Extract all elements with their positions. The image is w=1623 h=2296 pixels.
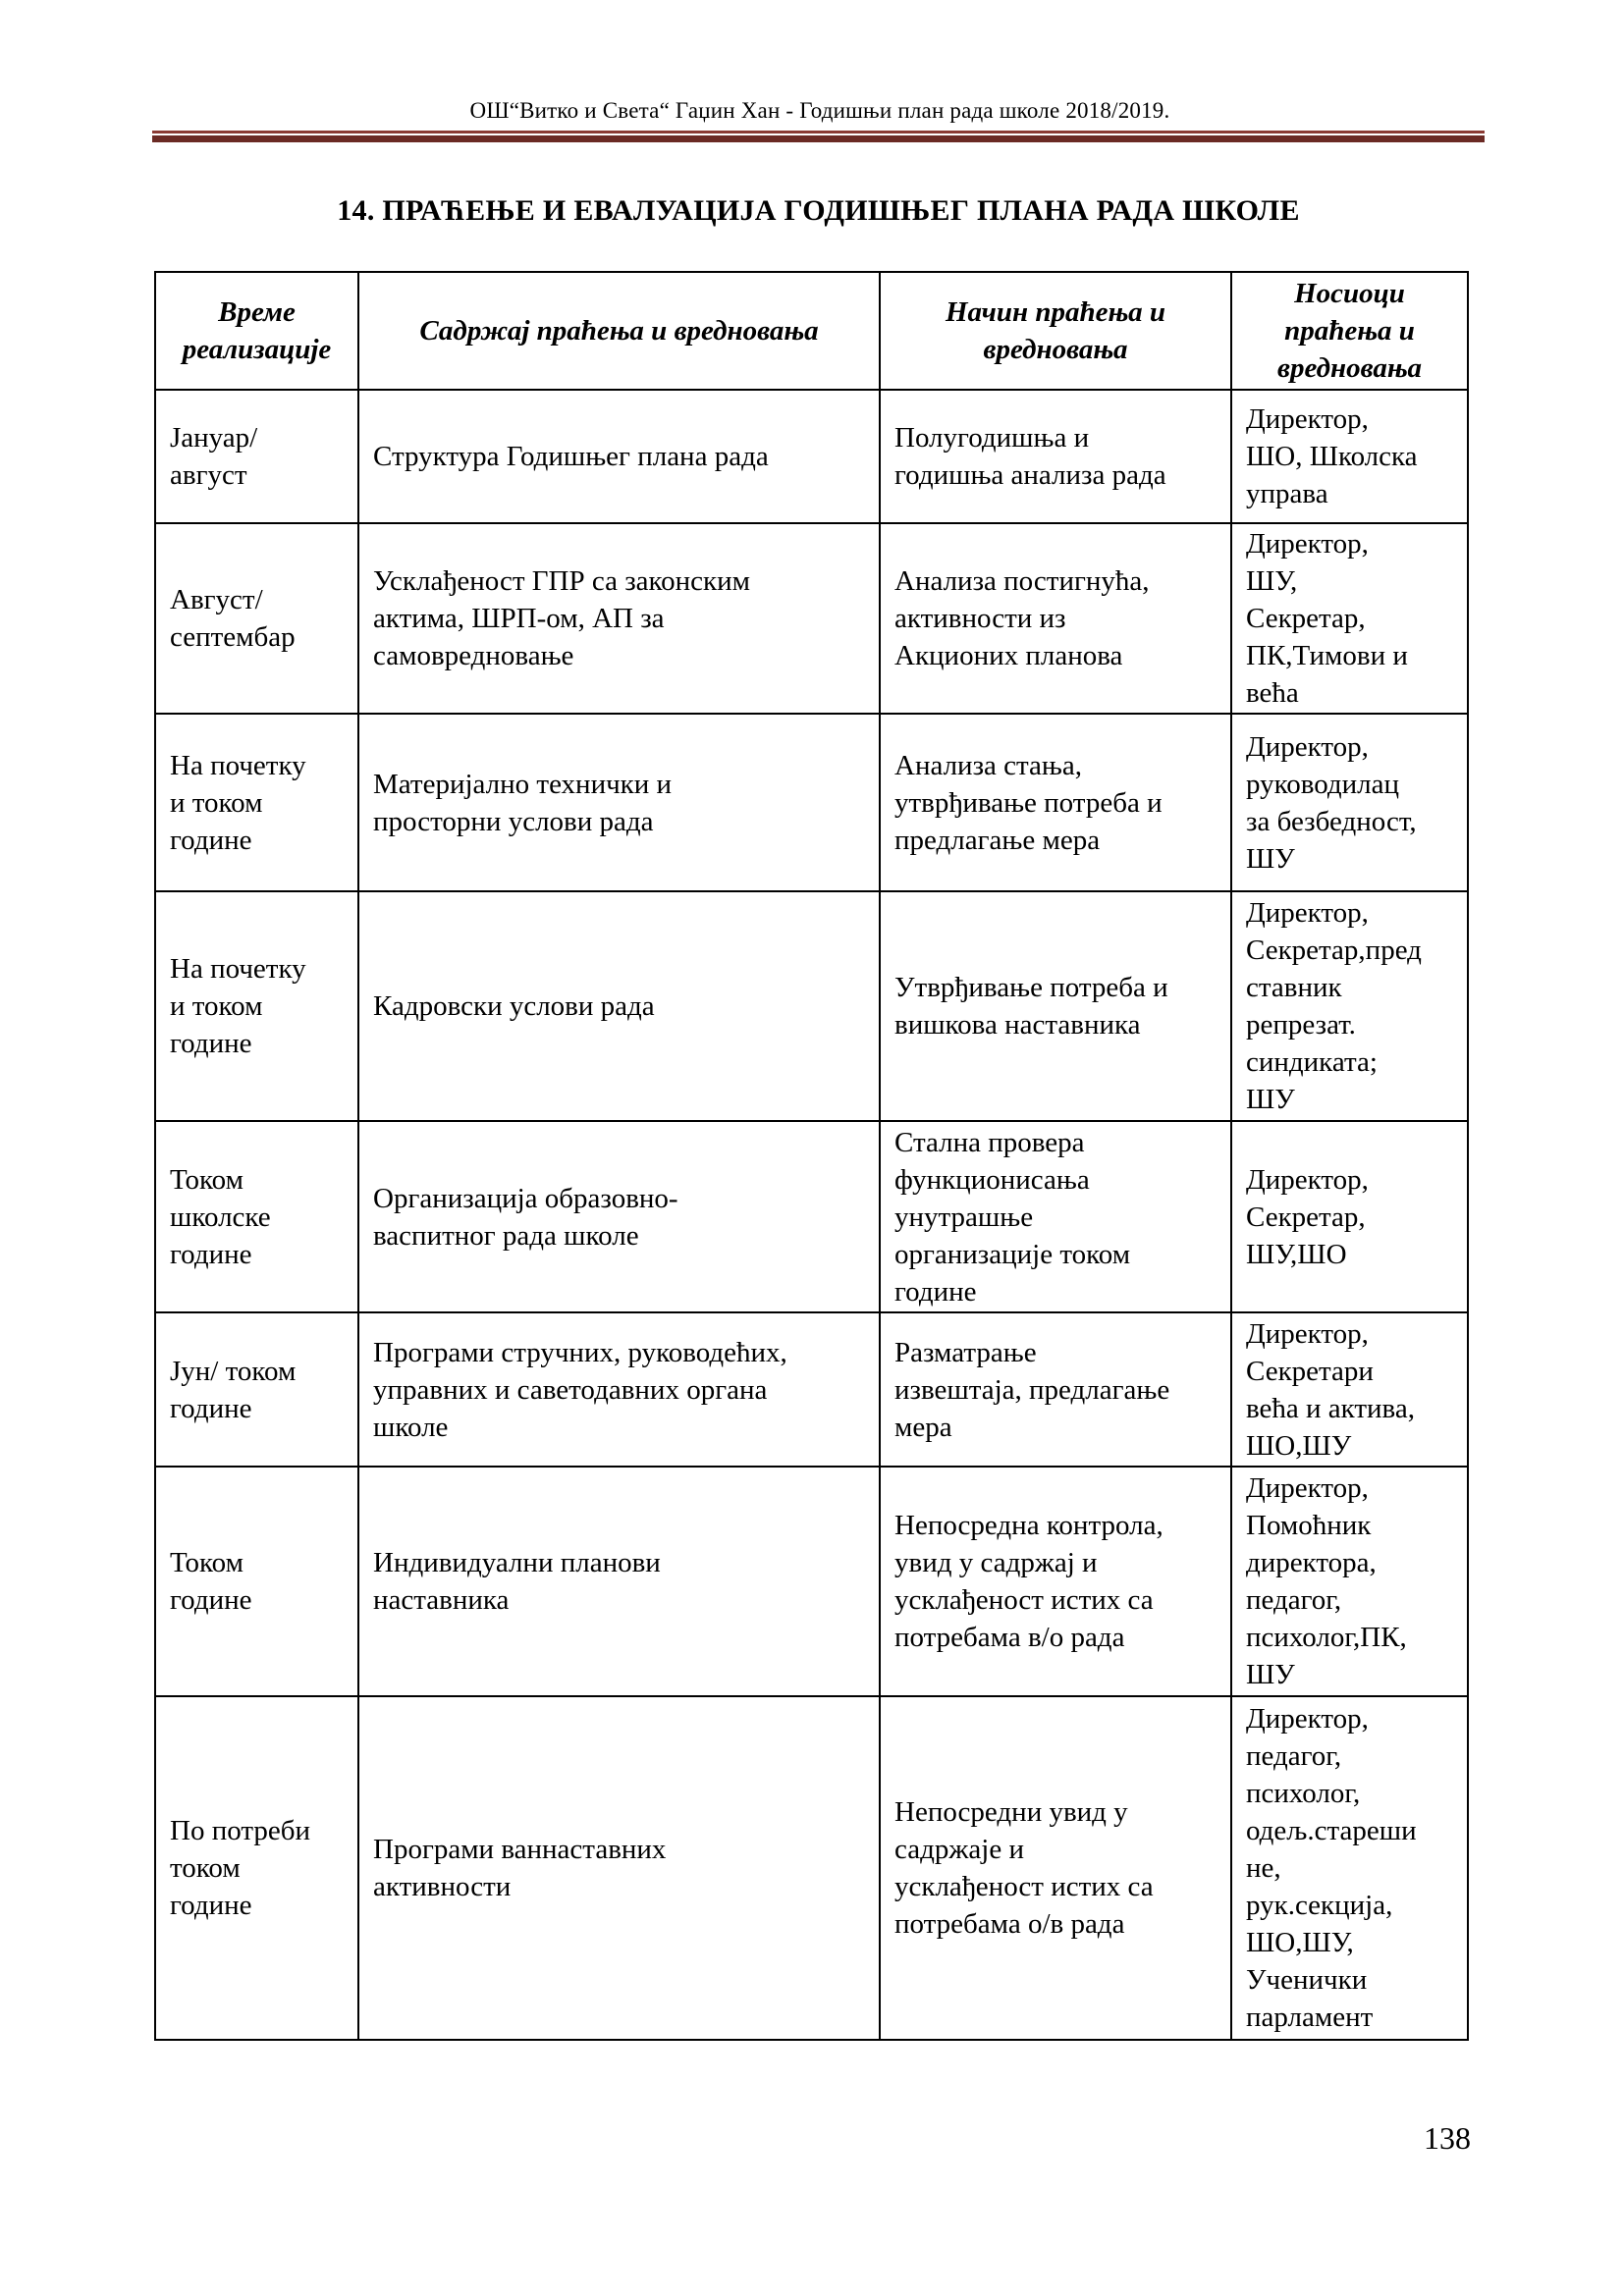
cell-method: Непосредни увид у садржаје и усклађеност истих са потребама о/в рада: [880, 1696, 1231, 2040]
table-row: [155, 891, 1468, 1121]
table-header-row: [155, 272, 1468, 390]
cell-method: Анализа постигнућа, активности из Акционих планова: [880, 523, 1231, 714]
cell-method: Разматрање извештаја, предлагање мера: [880, 1312, 1231, 1467]
header-rule: [152, 131, 1485, 133]
cell-content: Кадровски услови рада: [358, 891, 880, 1121]
cell-responsible: Директор, педагог, психолог, одељ.стареши не, рук.секција, ШО,ШУ, Ученички парламент: [1231, 1696, 1468, 2040]
cell-content: Структура Годишњег плана рада: [358, 390, 880, 523]
cell-time: Током школске године: [155, 1121, 358, 1312]
cell-method: Утврђивање потреба и вишкова наставника: [880, 891, 1231, 1121]
cell-responsible: Директор, Секретари већа и актива, ШО,ШУ: [1231, 1312, 1468, 1467]
cell-content: Програми стручних, руководећих, управних и саветодавних органа школе: [358, 1312, 880, 1467]
cell-method: Полугодишња и годишња анализа рада: [880, 390, 1231, 523]
cell-responsible: Директор, ШО, Школска управа: [1231, 390, 1468, 523]
header-rule-thick: [152, 135, 1485, 142]
table-row: [155, 1312, 1468, 1467]
cell-responsible: Директор, Помоћник директора, педагог, психолог,ПК, ШУ: [1231, 1467, 1468, 1696]
table-row: [155, 714, 1468, 891]
page-number: 138: [1424, 2120, 1471, 2156]
cell-responsible: Директор, Секретар, ШУ,ШО: [1231, 1121, 1468, 1312]
table-row: [155, 523, 1468, 714]
cell-responsible: Директор, Секретар,пред ставник репрезат. синдиката; ШУ: [1231, 891, 1468, 1121]
table-row: [155, 390, 1468, 523]
table-row: [155, 1121, 1468, 1312]
cell-time: На почетку и током године: [155, 891, 358, 1121]
cell-content: Организација образовно- васпитног рада школе: [358, 1121, 880, 1312]
cell-time: По потреби током године: [155, 1696, 358, 2040]
table-row: [155, 1467, 1468, 1696]
cell-method: Стална провера функционисања унутрашње организације током године: [880, 1121, 1231, 1312]
cell-time: Током године: [155, 1467, 358, 1696]
header-method: Начин праћења и вредновања: [880, 272, 1231, 390]
cell-content: Индивидуални планови наставника: [358, 1467, 880, 1696]
cell-content: Усклађеност ГПР са законским актима, ШРП-ом, АП за самовредновање: [358, 523, 880, 714]
running-header: ОШ“Витко и Света“ Гаџин Хан - Годишњи план рада школе 2018/2019.: [469, 98, 1170, 123]
header-time: Време реализације: [155, 272, 358, 390]
evaluation-table: [154, 271, 1469, 2041]
section-title: 14. ПРАЋЕЊЕ И ЕВАЛУАЦИЈА ГОДИШЊЕГ ПЛАНА РАДА ШКОЛЕ: [337, 194, 1300, 227]
header-responsible: Носиоци праћења и вредновања: [1231, 272, 1468, 390]
cell-time: Јун/ током године: [155, 1312, 358, 1467]
cell-time: Јануар/ август: [155, 390, 358, 523]
cell-content: Програми ваннаставних активности: [358, 1696, 880, 2040]
table-row: [155, 1696, 1468, 2040]
header-content: Садржај праћења и вредновања: [358, 272, 880, 390]
cell-time: Август/ септембар: [155, 523, 358, 714]
cell-responsible: Директор, ШУ, Секретар, ПК,Тимови и већа: [1231, 523, 1468, 714]
cell-method: Непосредна контрола, увид у садржај и усклађеност истих са потребама в/о рада: [880, 1467, 1231, 1696]
cell-time: На почетку и током године: [155, 714, 358, 891]
cell-method: Анализа стања, утврђивање потреба и предлагање мера: [880, 714, 1231, 891]
cell-content: Материјално технички и просторни услови рада: [358, 714, 880, 891]
cell-responsible: Директор, руководилац за безбедност, ШУ: [1231, 714, 1468, 891]
